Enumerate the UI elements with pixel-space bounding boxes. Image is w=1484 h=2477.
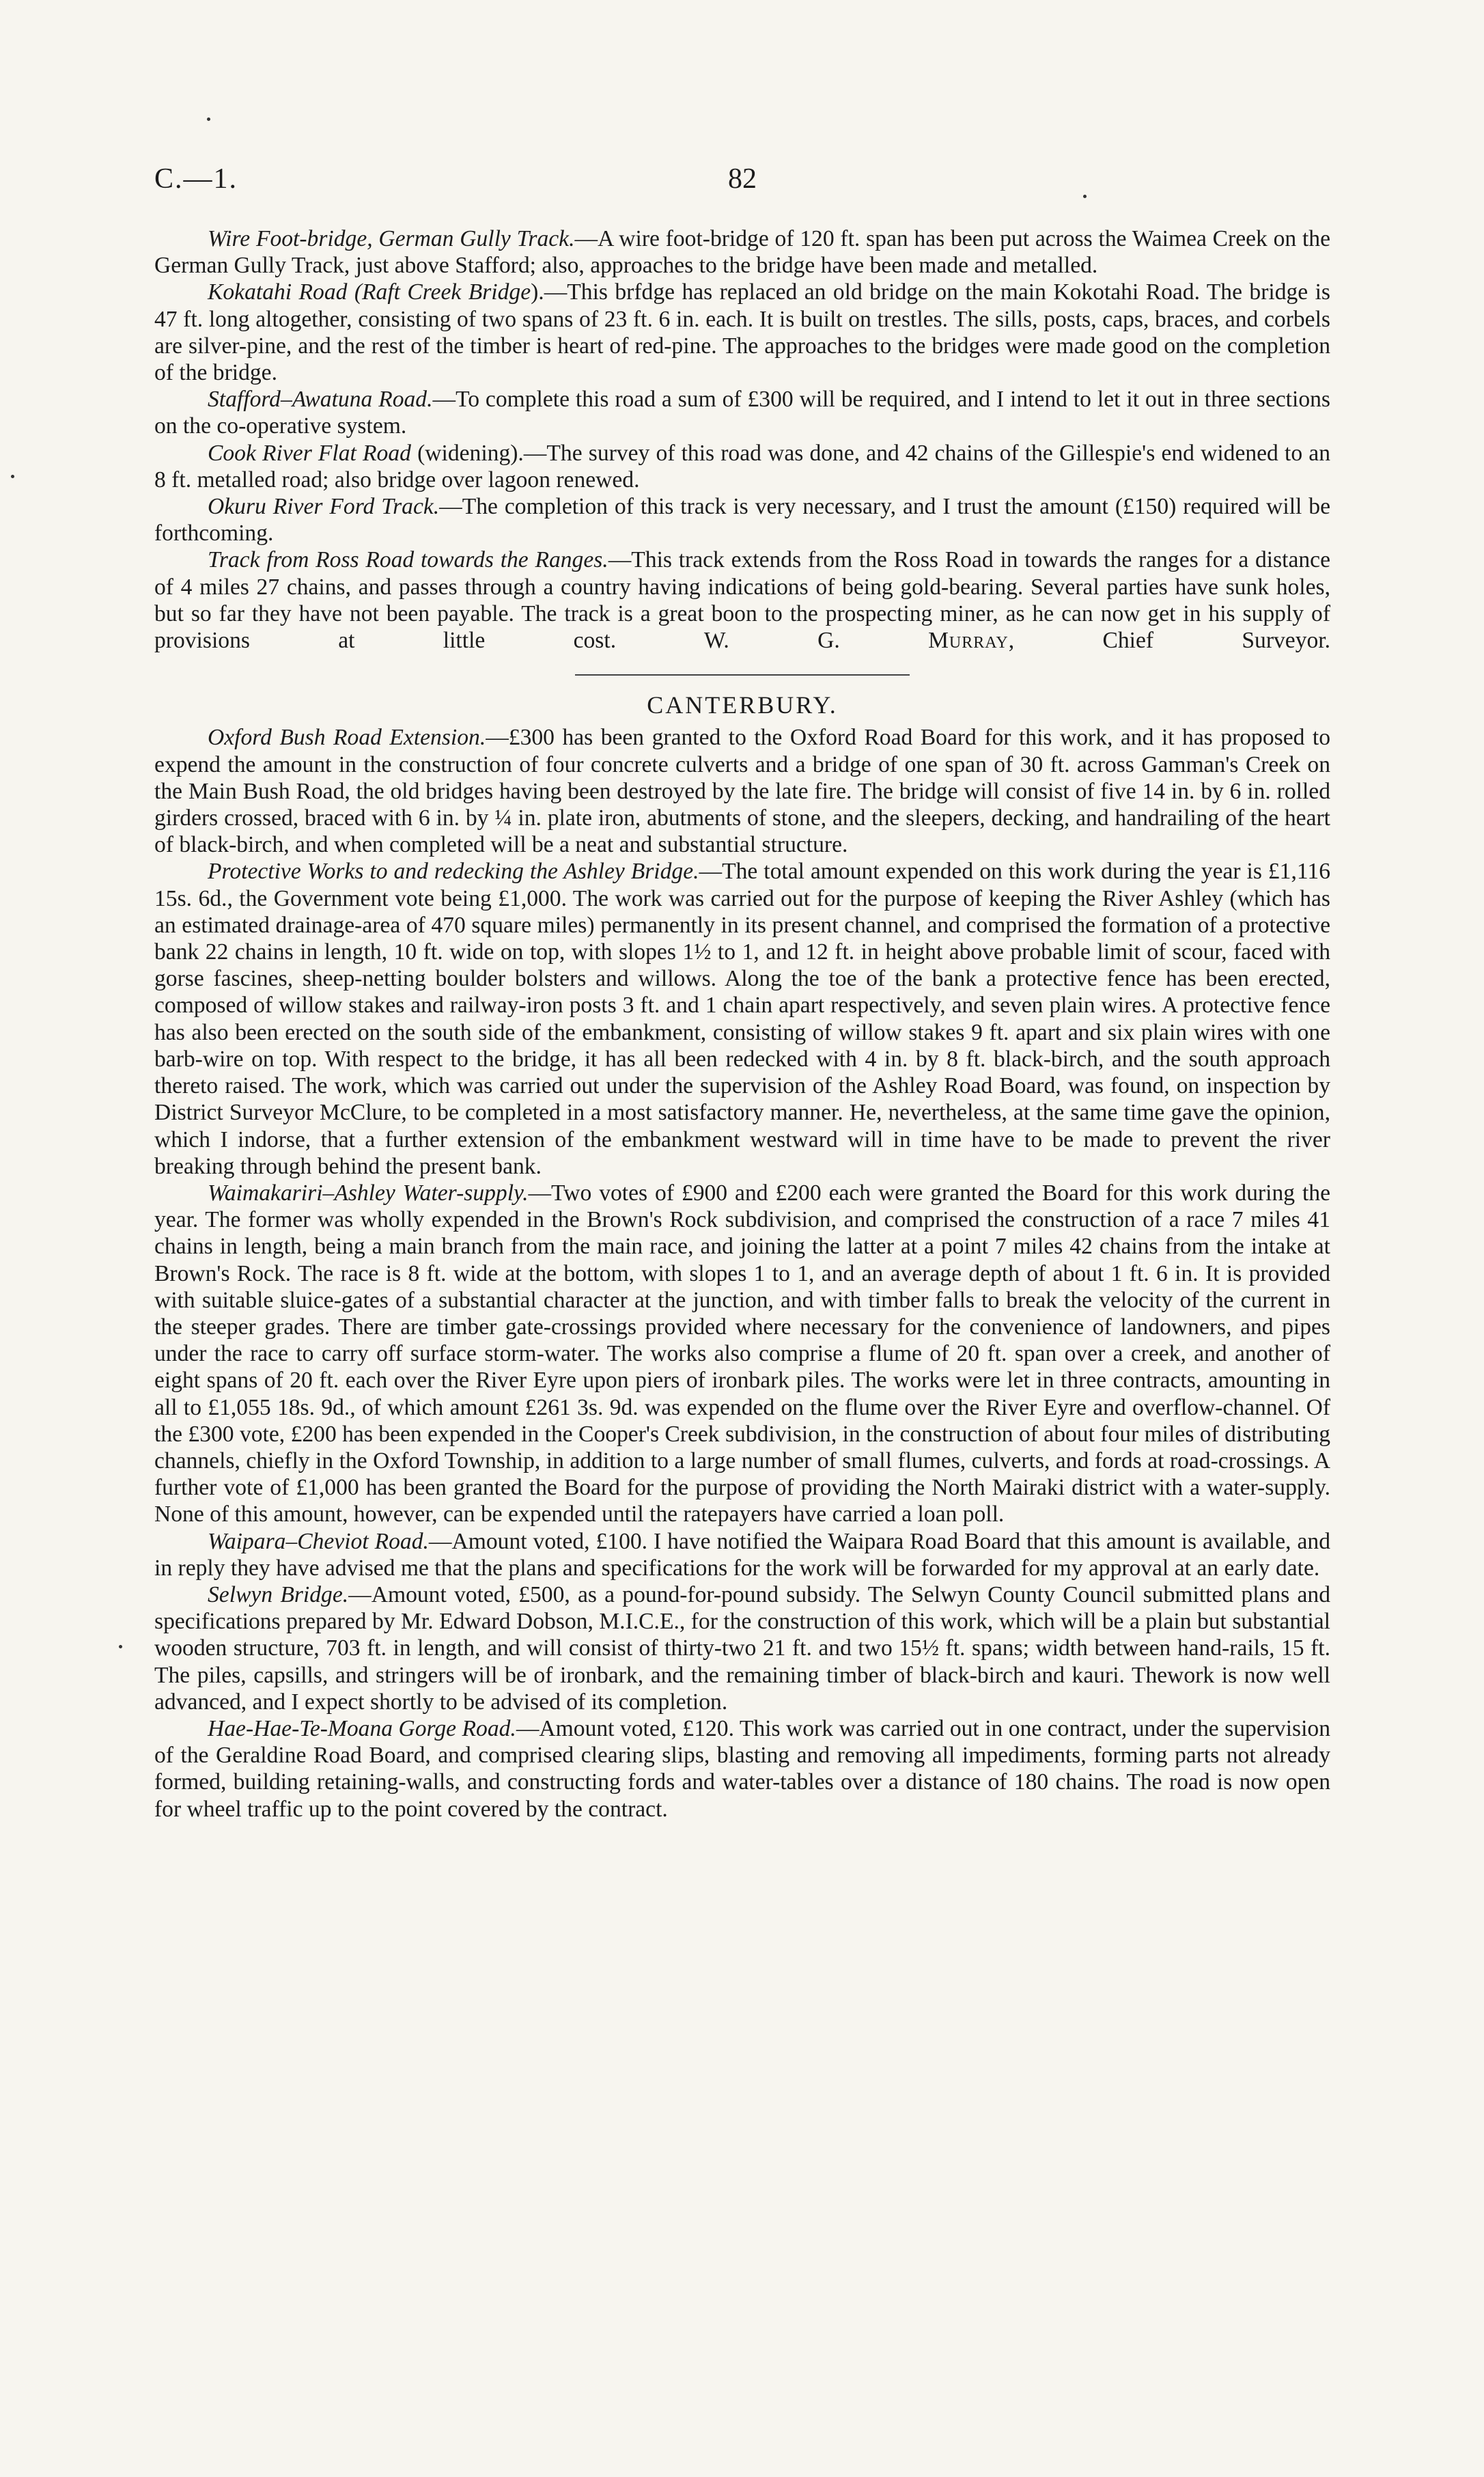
paragraph-title: Okuru River Ford Track. <box>208 494 440 520</box>
paragraph-text: —To complete this road a sum of £300 will be required, and I intend to let it out in three sections on the co-operative system. <box>154 387 1330 439</box>
fraction: 15½ <box>899 1635 940 1661</box>
fraction: ¼ <box>494 805 512 831</box>
paragraph-text: —A wire foot-bridge of 120 ft. span has been put across the Waimea Creek on the German Gully Track, just above Stafford; also, approaches to the bridge have been made and metalled. <box>154 226 1330 279</box>
paragraph-text: —The total amount expended on this work during the year is £1,116 15s. 6d., the Government vote being £1,000. The work was carried out for the purpose of keeping the River Ashley (which has an estimated drainage-area of 470 square miles) permanently in its present channel, and comprised the formation of a protective bank 22 chains in length, 10 ft. wide on top, with slopes <box>154 859 1330 965</box>
paragraph-hae-hae-te-moana <box>154 1715 1330 1823</box>
paragraph-text: —The completion of this track is very necessary, and I trust the amount (£150) required will be forthcoming. <box>154 494 1330 546</box>
paragraph-text-continued: ft. spans; width between hand-rails, 15 ft. The piles, capsills, and stringers will be of ironbark, and the remaining timber of black-birch and kauri. Thework is now well advanced, and I expect shortly to be advised of its completion. <box>154 1635 1331 1715</box>
paragraph-title: Waimakariri–Ashley Water-supply. <box>208 1180 529 1206</box>
document-reference: C.—1. <box>154 163 238 195</box>
signature-name: Murray <box>928 628 1009 654</box>
paragraph-text: —Amount voted, £100. I have notified the Waipara Road Board that this amount is available, and in reply they have advised me that the plans and specifications for the work will be forwarded for my approval at an early date. <box>154 1528 1331 1581</box>
page-number: 82 <box>728 163 757 195</box>
paragraph-title: Oxford Bush Road Extension. <box>208 725 486 751</box>
paragraph-text: —Amount voted, £120. This work was carried out in one contract, under the supervision of the Geraldine Road Board, and comprised clearing slips, blasting and removing all impediments, forming parts not already formed, building retaining-walls, and constructing fords and water-tables over a distance of 180 chains. The road is now open for wheel traffic up to the point covered by the contract. <box>154 1715 1330 1822</box>
paragraph-text: (widening).—The survey of this road was done, and 42 chains of the Gillespie's end widened to an 8 ft. metalled road; also bridge over lagoon renewed. <box>154 440 1330 493</box>
paragraph-title: Stafford–Awatuna Road. <box>208 387 433 413</box>
signature <box>704 628 1330 653</box>
paragraph-title: Wire Foot-bridge, German Gully Track. <box>208 226 575 251</box>
paragraph-oxford-bush <box>154 724 1330 858</box>
signature-title: , Chief Surveyor. <box>1008 628 1330 654</box>
document-body <box>154 225 1330 1823</box>
paragraph-ross-road-track <box>154 546 1330 654</box>
paragraph-wire-footbridge <box>154 225 1330 279</box>
paragraph-title: Kokatahi Road ( <box>208 279 363 305</box>
signature-initials: W. G. <box>703 628 929 654</box>
paragraph-waimakariri-ashley <box>154 1180 1330 1528</box>
paragraph-okuru-river <box>154 493 1330 546</box>
paragraph-title: Protective Works to and redecking the Ashley Bridge. <box>208 859 699 885</box>
paragraph-title: Cook River Flat Road <box>208 440 411 466</box>
paragraph-title: Selwyn Bridge. <box>208 1581 349 1607</box>
paragraph-text: —Amount voted, £500, as a pound-for-pound subsidy. The Selwyn County Council submitted plans and specifications prepared by Mr. Edward Dobson, M.I.C.E., for the construction of this work, which will be a plain but substantial wooden structure, 703 ft. in length, and will consist of thirty-two 21 ft. and two <box>154 1581 1330 1661</box>
paragraph-text-continued: to 1, and 12 ft. in height above probable limit of scour, faced with gorse fascines, sheep-netting boulder bolsters and willows. Along the toe of the bank a protective fence has been erected, composed of willow stakes and railway-iron posts 3 ft. and 1 chain apart respectively, and seven plain wires. A protective fence has also been erected on the south side of the embankment, consisting of willow stakes 9 ft. apart and six plain wires with one barb-wire on top. With respect to the bridge, it has all been redecked with 4 in. by 8 ft. black-birch, and the south approach thereto raised. The work, which was carried out under the supervision of the Ashley Road Board, was found, on inspection by District Surveyor McClure, to be completed in a most satisfactory manner. He, nevertheless, at the same time gave the opinion, which I indorse, that a further extension of the embankment westward will in time have to be made to prevent the river breaking through behind the present bank. <box>154 939 1330 1179</box>
scan-speck <box>11 475 14 478</box>
paragraph-waipara-cheviot <box>154 1528 1330 1581</box>
scan-speck <box>119 1645 122 1648</box>
section-heading-canterbury: CANTERBURY. <box>647 691 838 719</box>
paragraph-text: —£300 has been granted to the Oxford Road Board for this work, and it has proposed to expend the amount in the construction of four concrete culverts and a bridge of one span of 30 ft. across Gamman's Creek on the Main Bush Road, the old bridges having been destroyed by the late fire. The bridge will consist of five 14 in. by 6 in. rolled girders crossed, braced with 6 in. by <box>154 725 1330 831</box>
paragraph-ashley-bridge <box>154 858 1330 1179</box>
scan-speck <box>207 117 210 121</box>
paragraph-title: Waipara–Cheviot Road. <box>208 1528 429 1554</box>
paragraph-text-continued: in. plate iron, abutments of stone, and the sleepers, decking, and handrailing of the heart of black-birch, and when completed will be a neat and substantial structure. <box>154 805 1330 858</box>
paragraph-title: Hae-Hae-Te-Moana Gorge Road. <box>208 1715 516 1741</box>
paragraph-kokatahi-road <box>154 279 1330 386</box>
paragraph-cook-river <box>154 440 1330 493</box>
page-header <box>154 163 1330 204</box>
paragraph-subtitle: Raft Creek Bridge <box>362 279 531 305</box>
paragraph-text: —This track extends from the Ross Road in towards the ranges for a distance of 4 miles 27 chains, and passes through a country having indications of being gold-bearing. Several parties have sunk holes, but so far they have not been payable. The track is a great boon to the prospecting miner, as he can now get in his supply of provisions at little cost. <box>154 547 1330 654</box>
fraction: 1½ <box>682 939 712 965</box>
section-divider <box>575 674 910 676</box>
paragraph-title-close: ). <box>531 279 544 305</box>
paragraph-title: Track from Ross Road towards the Ranges. <box>208 547 608 573</box>
paragraph-text: —This brfdge has replaced an old bridge on the main Kokotahi Road. The bridge is 47 ft. long altogether, consisting of two spans of 23 ft. 6 in. each. It is built on trestles. The sills, posts, caps, braces, and corbels are silver-pine, and the rest of the timber is heart of red-pine. The approaches to the bridges were made good on the completion of the bridge. <box>154 279 1331 386</box>
paragraph-stafford-awatuna <box>154 386 1330 439</box>
paragraph-text: —Two votes of £900 and £200 each were granted the Board for this work during the year. The former was wholly expended in the Brown's Rock subdivision, and comprised the construction of a race 7 miles 41 chains in length, being a main branch from the main race, and joining the latter at a point 7 miles 42 chains from the intake at Brown's Rock. The race is 8 ft. wide at the bottom, with slopes 1 to 1, and an average depth of about 1 ft. 6 in. It is provided with suitable sluice-gates of a substantial character at the junction, and with timber falls to break the velocity of the current in the steeper grades. There are timber gate-crossings provided where necessary for the convenience of landowners, and pipes under the race to carry off surface storm-water. The works also comprise a flume of 20 ft. span over a creek, and another of eight spans of 20 ft. each over the River Eyre upon piers of ironbark piles. The works were let in three contracts, amounting in all to £1,055 18s. 9d., of which amount £261 3s. 9d. was expended on the flume over the River Eyre and overflow-channel. Of the £300 vote, £200 has been expended in the Cooper's Creek subdivision, in the construction of about four miles of distributing channels, chiefly in the Oxford Township, in addition to a large number of small flumes, culverts, and fords at road-crossings. A further vote of £1,000 has been granted the Board for the purpose of providing the North Mairaki district with a water-supply. None of this amount, however, can be expended until the ratepayers have carried a loan poll. <box>154 1180 1330 1527</box>
paragraph-selwyn-bridge <box>154 1581 1330 1715</box>
